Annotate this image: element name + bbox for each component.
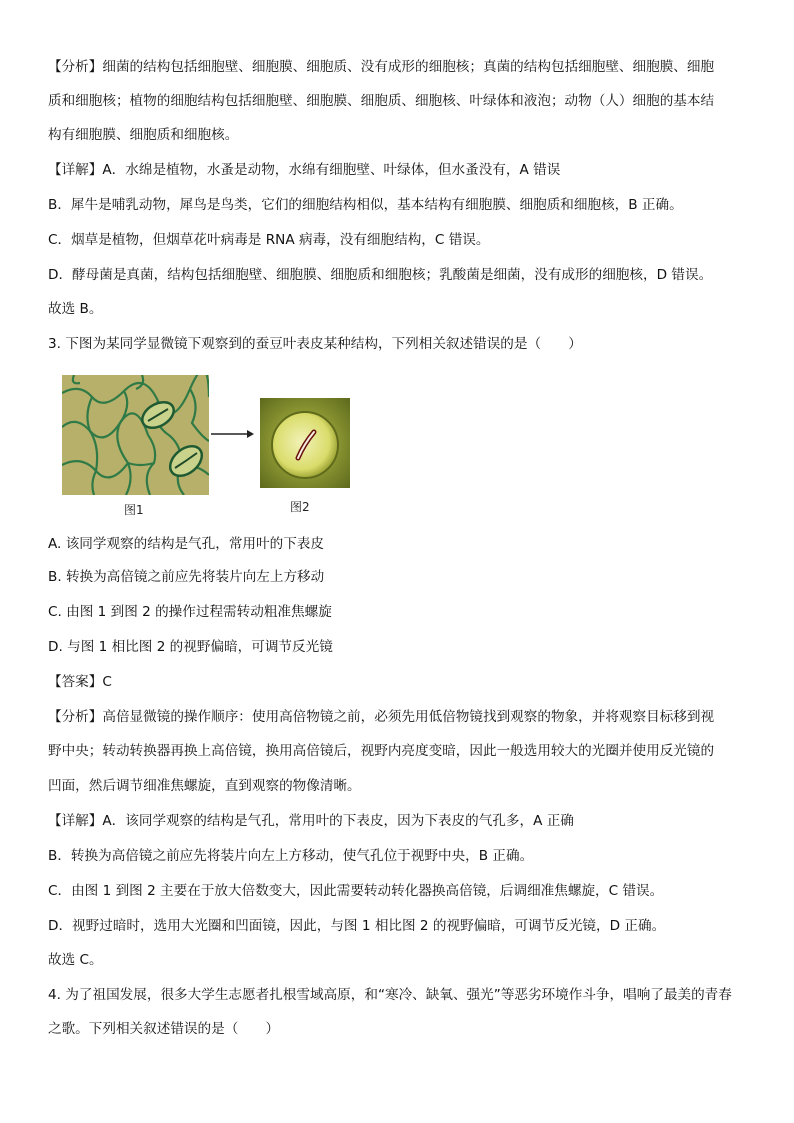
text-line: 质和细胞核；植物的细胞结构包括细胞壁、细胞膜、细胞质、细胞核、叶绿体和液泡；动物（人）细胞的基本结 bbox=[48, 93, 715, 109]
text-line: B．犀牛是哺乳动物，犀鸟是鸟类，它们的细胞结构相似，基本结构有细胞膜、细胞质和细胞核，B 正确。 bbox=[48, 197, 683, 213]
text-line: 【分析】细菌的结构包括细胞壁、细胞膜、细胞质、没有成形的细胞核；真菌的结构包括细胞壁、细胞膜、细胞 bbox=[48, 59, 715, 75]
text-line: 4. 为了祖国发展，很多大学生志愿者扎根雪域高原，和“寒冷、缺氧、强光”等恶劣环境作斗争，唱响了最美的青春 bbox=[48, 987, 732, 1003]
figure-2-micrograph bbox=[260, 398, 350, 488]
arrow-icon bbox=[211, 428, 255, 440]
text-line: 野中央；转动转换器再换上高倍镜，换用高倍镜后，视野内亮度变暗，因此一般选用较大的光圈并使用反光镜的 bbox=[48, 743, 715, 759]
text-line: 【分析】高倍显微镜的操作顺序：使用高倍物镜之前，必须先用低倍物镜找到观察的物象，并将观察目标移到视 bbox=[48, 709, 715, 725]
text-line: D．视野过暗时，选用大光圈和凹面镜，因此，与图 1 相比图 2 的视野偏暗，可调节反光镜，D 正确。 bbox=[48, 918, 666, 934]
text-line: A. 该同学观察的结构是气孔，常用叶的下表皮 bbox=[48, 536, 324, 552]
text-line: 凹面，然后调节细准焦螺旋，直到观察的物像清晰。 bbox=[48, 778, 361, 794]
text-line: C．由图 1 到图 2 主要在于放大倍数变大，因此需要转动转化器换高倍镜，后调细准焦螺旋，C 错误。 bbox=[48, 883, 664, 899]
text-line: 故选 B。 bbox=[48, 301, 103, 317]
figure-1-caption: 图1 bbox=[124, 503, 144, 517]
text-line: 【详解】A．该同学观察的结构是气孔，常用叶的下表皮，因为下表皮的气孔多，A 正确 bbox=[48, 813, 574, 829]
text-line: C．烟草是植物，但烟草花叶病毒是 RNA 病毒，没有细胞结构，C 错误。 bbox=[48, 232, 490, 248]
text-line: 【详解】A．水绵是植物，水蚤是动物，水绵有细胞壁、叶绿体，但水蚤没有，A 错误 bbox=[48, 162, 561, 178]
text-line: 构有细胞膜、细胞质和细胞核。 bbox=[48, 127, 239, 143]
text-line: 3. 下图为某同学显微镜下观察到的蚕豆叶表皮某种结构，下列相关叙述错误的是（ ） bbox=[48, 336, 582, 352]
text-line: D. 与图 1 相比图 2 的视野偏暗，可调节反光镜 bbox=[48, 639, 333, 655]
figure-2-caption: 图2 bbox=[290, 500, 310, 514]
text-line: 故选 C。 bbox=[48, 952, 103, 968]
text-line: 之歌。下列相关叙述错误的是（ ） bbox=[48, 1021, 280, 1037]
text-line: B．转换为高倍镜之前应先将装片向左上方移动，使气孔位于视野中央，B 正确。 bbox=[48, 848, 534, 864]
figure-1-micrograph bbox=[62, 375, 209, 495]
text-line: D．酵母菌是真菌，结构包括细胞壁、细胞膜、细胞质和细胞核；乳酸菌是细菌，没有成形的细胞核，D 错误。 bbox=[48, 267, 713, 283]
text-line: B. 转换为高倍镜之前应先将装片向左上方移动 bbox=[48, 569, 325, 585]
text-line: 【答案】C bbox=[48, 674, 112, 690]
text-line: C. 由图 1 到图 2 的操作过程需转动粗准焦螺旋 bbox=[48, 604, 332, 620]
